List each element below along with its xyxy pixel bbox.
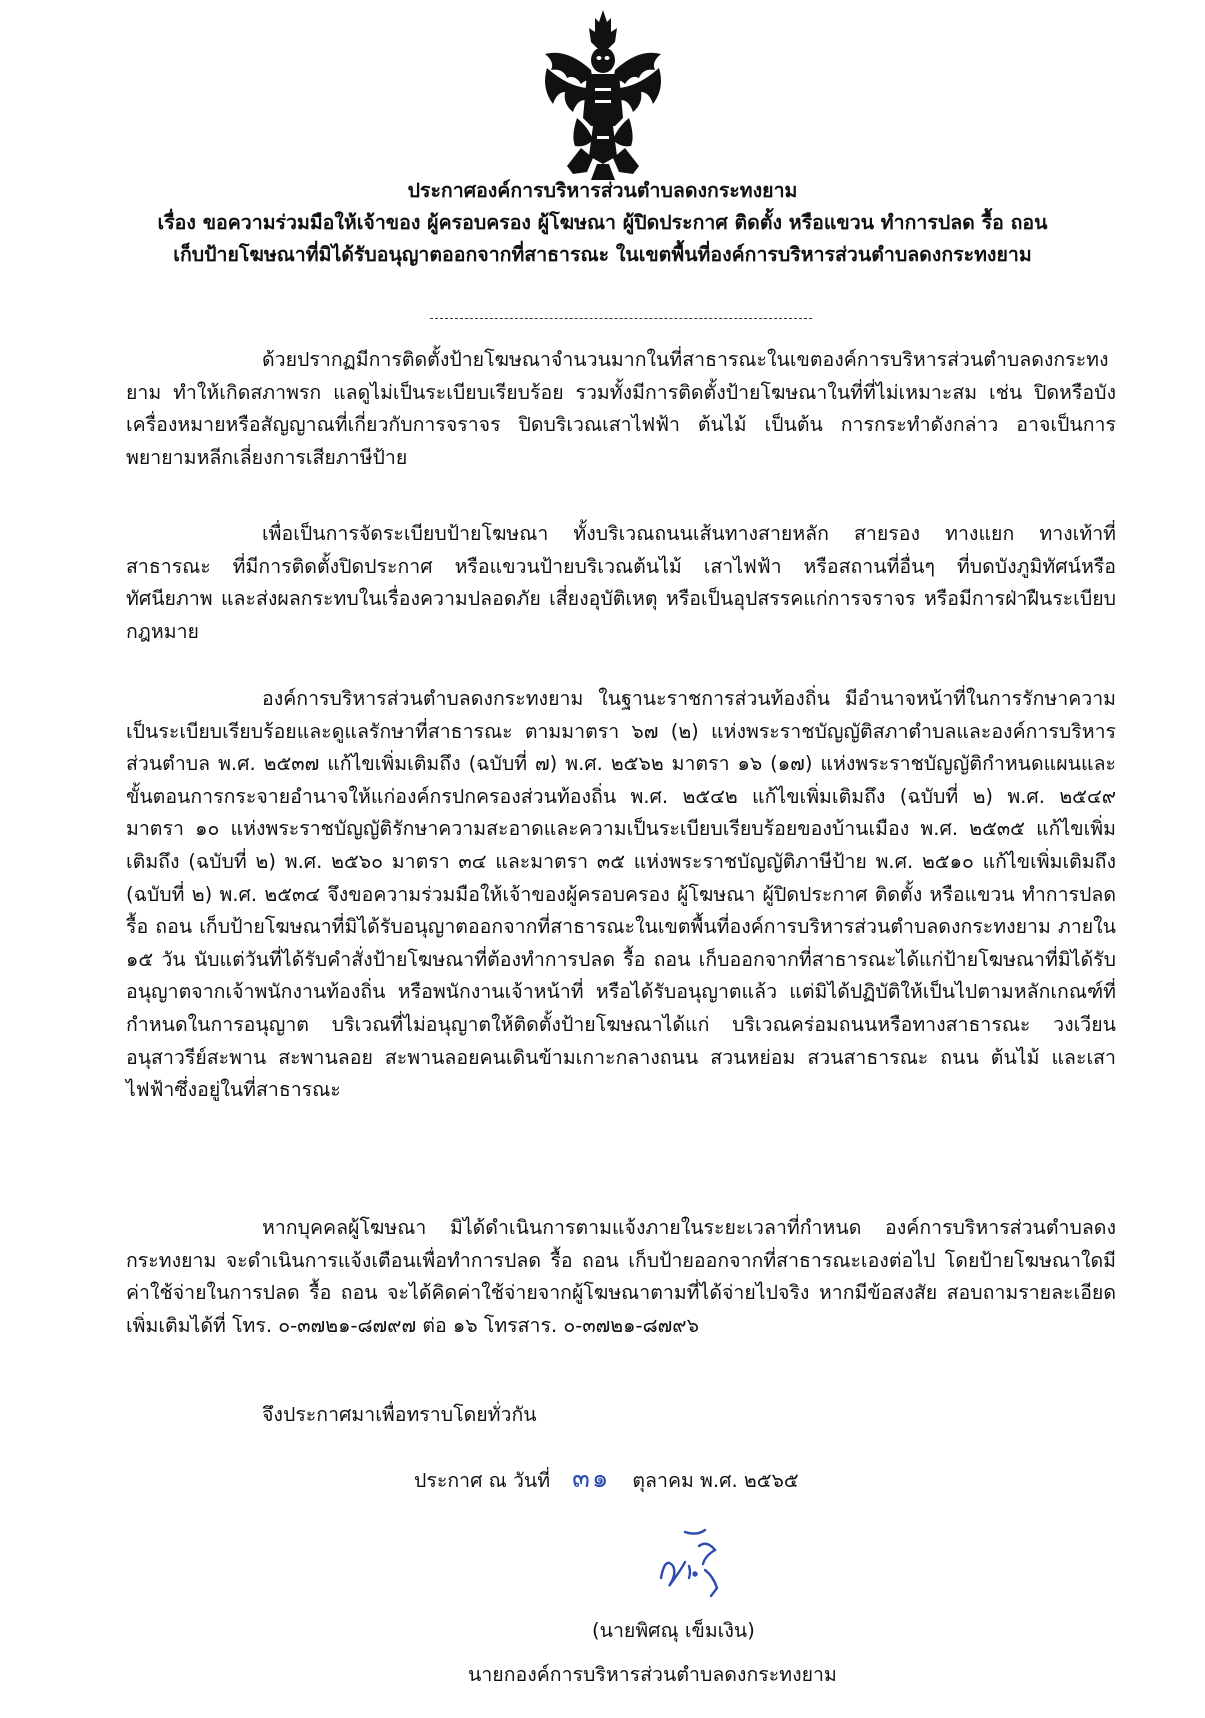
signatory-position: นายกองค์การบริหารส่วนตำบลดงกระทงยาม [468, 1663, 837, 1686]
signatory-name: (นายพิศณุ เข็มเงิน) [592, 1619, 755, 1642]
header-separator [430, 318, 812, 319]
date-prefix: ประกาศ ณ วันที่ [414, 1469, 551, 1492]
paragraph-2: เพื่อเป็นการจัดระเบียบป้ายโฆษณา ทั้งบริเวณถนนเส้นทางสายหลัก สายรอง ทางแยก ทางเท้าที่สาธารณะ ที่มีการติดตั้งปิดประกาศ หรือแขวนป้ายบริเวณต้นไม้ เสาไฟฟ้า หรือสถานที่อื่นๆ ที่บดบังภูมิทัศน์หรือทัศนียภาพ และส่งผลกระทบในเรื่องความปลอดภัย เสี่ยงอุบัติเหตุ หรือเป็นอุปสรรคแก่การจราจร หรือมีการฝ่าฝืนระเบียบกฎหมาย [126, 522, 1116, 643]
announcement-date [414, 1464, 799, 1496]
garuda-emblem [537, 8, 669, 186]
announcement-title: ประกาศองค์การบริหารส่วนตำบลดงกระทงยาม [407, 179, 798, 202]
subject-line-2: เก็บป้ายโฆษณาที่มิได้รับอนุญาตออกจากที่สาธารณะ ในเขตพื้นที่องค์การบริหารส่วนตำบลดงกระทงยาม [173, 243, 1032, 266]
subject-line-1: เรื่อง ขอความร่วมมือให้เจ้าของ ผู้ครอบครอง ผู้โฆษณา ผู้ปิดประกาศ ติดตั้ง หรือแขวน ทำการปลด รื้อ ถอน [157, 211, 1048, 234]
date-day-handwritten: ๓๑ [572, 1464, 611, 1494]
date-month-year: ตุลาคม พ.ศ. ๒๕๖๕ [632, 1469, 799, 1492]
handwritten-signature [655, 1526, 745, 1598]
closing-statement: จึงประกาศมาเพื่อทราบโดยทั่วกัน [262, 1403, 537, 1426]
paragraph-4: หากบุคคลผู้โฆษณา มิได้ดำเนินการตามแจ้งภายในระยะเวลาที่กำหนด องค์การบริหารส่วนตำบลดงกระทงยาม จะดำเนินการแจ้งเตือนเพื่อทำการปลด รื้อ ถอน เก็บป้ายออกจากที่สาธารณะเองต่อไป โดยป้ายโฆษณาใดมีค่าใช้จ่ายในการปลด รื้อ ถอน จะได้คิดค่าใช้จ่ายจากผู้โฆษณาตามที่ได้จ่ายไปจริง หากมีข้อสงสัย สอบถามรายละเอียดเพิ่มเติมได้ที่ โทร. ๐-๓๗๒๑-๘๗๙๗ ต่อ ๑๖ โทรสาร. ๐-๓๗๒๑-๘๗๙๖ [126, 1216, 1116, 1337]
paragraph-3: องค์การบริหารส่วนตำบลดงกระทงยาม ในฐานะราชการส่วนท้องถิ่น มีอำนาจหน้าที่ในการรักษาความเป็นระเบียบเรียบร้อยและดูแลรักษาที่สาธารณะ ตามมาตรา ๖๗ (๒) แห่งพระราชบัญญัติสภาตำบลและองค์การบริหารส่วนตำบล พ.ศ. ๒๕๓๗ แก้ไขเพิ่มเติมถึง (ฉบับที่ ๗) พ.ศ. ๒๕๖๒ มาตรา ๑๖ (๑๗) แห่งพระราชบัญญัติกำหนดแผนและขั้นตอนการกระจายอำนาจให้แก่องค์กรปกครองส่วนท้องถิ่น พ.ศ. ๒๕๔๒ แก้ไขเพิ่มเติมถึง (ฉบับที่ ๒) พ.ศ. ๒๕๔๙ มาตรา ๑๐ แห่งพระราชบัญญัติรักษาความสะอาดและความเป็นระเบียบเรียบร้อยของบ้านเมือง พ.ศ. ๒๕๓๕ แก้ไขเพิ่มเติมถึง (ฉบับที่ ๒) พ.ศ. ๒๕๖๐ มาตรา ๓๔ และมาตรา ๓๕ แห่งพระราชบัญญัติภาษีป้าย พ.ศ. ๒๕๑๐ แก้ไขเพิ่มเติมถึง (ฉบับที่ ๒) พ.ศ. ๒๕๓๔ จึงขอความร่วมมือให้เจ้าของผู้ครอบครอง ผู้โฆษณา ผู้ปิดประกาศ ติดตั้ง หรือแขวน ทำการปลด รื้อ ถอน เก็บป้ายโฆษณาที่มิได้รับอนุญาตออกจากที่สาธารณะในเขตพื้นที่องค์การบริหารส่วนตำบลดงกระทงยาม ภายใน ๑๕ วัน นับแต่วันที่ได้รับคำสั่งป้ายโฆษณาที่ต้องทำการปลด รื้อ ถอน เก็บออกจากที่สาธารณะได้แก่ป้ายโฆษณาที่มิได้รับอนุญาตจากเจ้าพนักงานท้องถิ่น หรือพนักงานเจ้าหน้าที่ หรือได้รับอนุญาตแล้ว แต่มิได้ปฏิบัติให้เป็นไปตามหลักเกณฑ์ที่กำหนดในการอนุญาต บริเวณที่ไม่อนุญาตให้ติดตั้งป้ายโฆษณาได้แก่ บริเวณคร่อมถนนหรือทางสาธารณะ วงเวียน อนุสาวรีย์สะพาน สะพานลอย สะพานลอยคนเดินข้ามเกาะกลางถนน สวนหย่อม สวนสาธารณะ ถนน ต้นไม้ และเสาไฟฟ้าซึ่งอยู่ในที่สาธารณะ [126, 687, 1116, 1102]
paragraph-1: ด้วยปรากฏมีการติดตั้งป้ายโฆษณาจำนวนมากในที่สาธารณะในเขตองค์การบริหารส่วนตำบลดงกระทงยาม ทำให้เกิดสภาพรก แลดูไม่เป็นระเบียบเรียบร้อย รวมทั้งมีการติดตั้งป้ายโฆษณาในที่ที่ไม่เหมาะสม เช่น ปิดหรือบังเครื่องหมายหรือสัญญาณที่เกี่ยวกับการจราจร ปิดบริเวณเสาไฟฟ้า ต้นไม้ เป็นต้น การกระทำดังกล่าว อาจเป็นการพยายามหลีกเลี่ยงการเสียภาษีป้าย [126, 348, 1116, 469]
